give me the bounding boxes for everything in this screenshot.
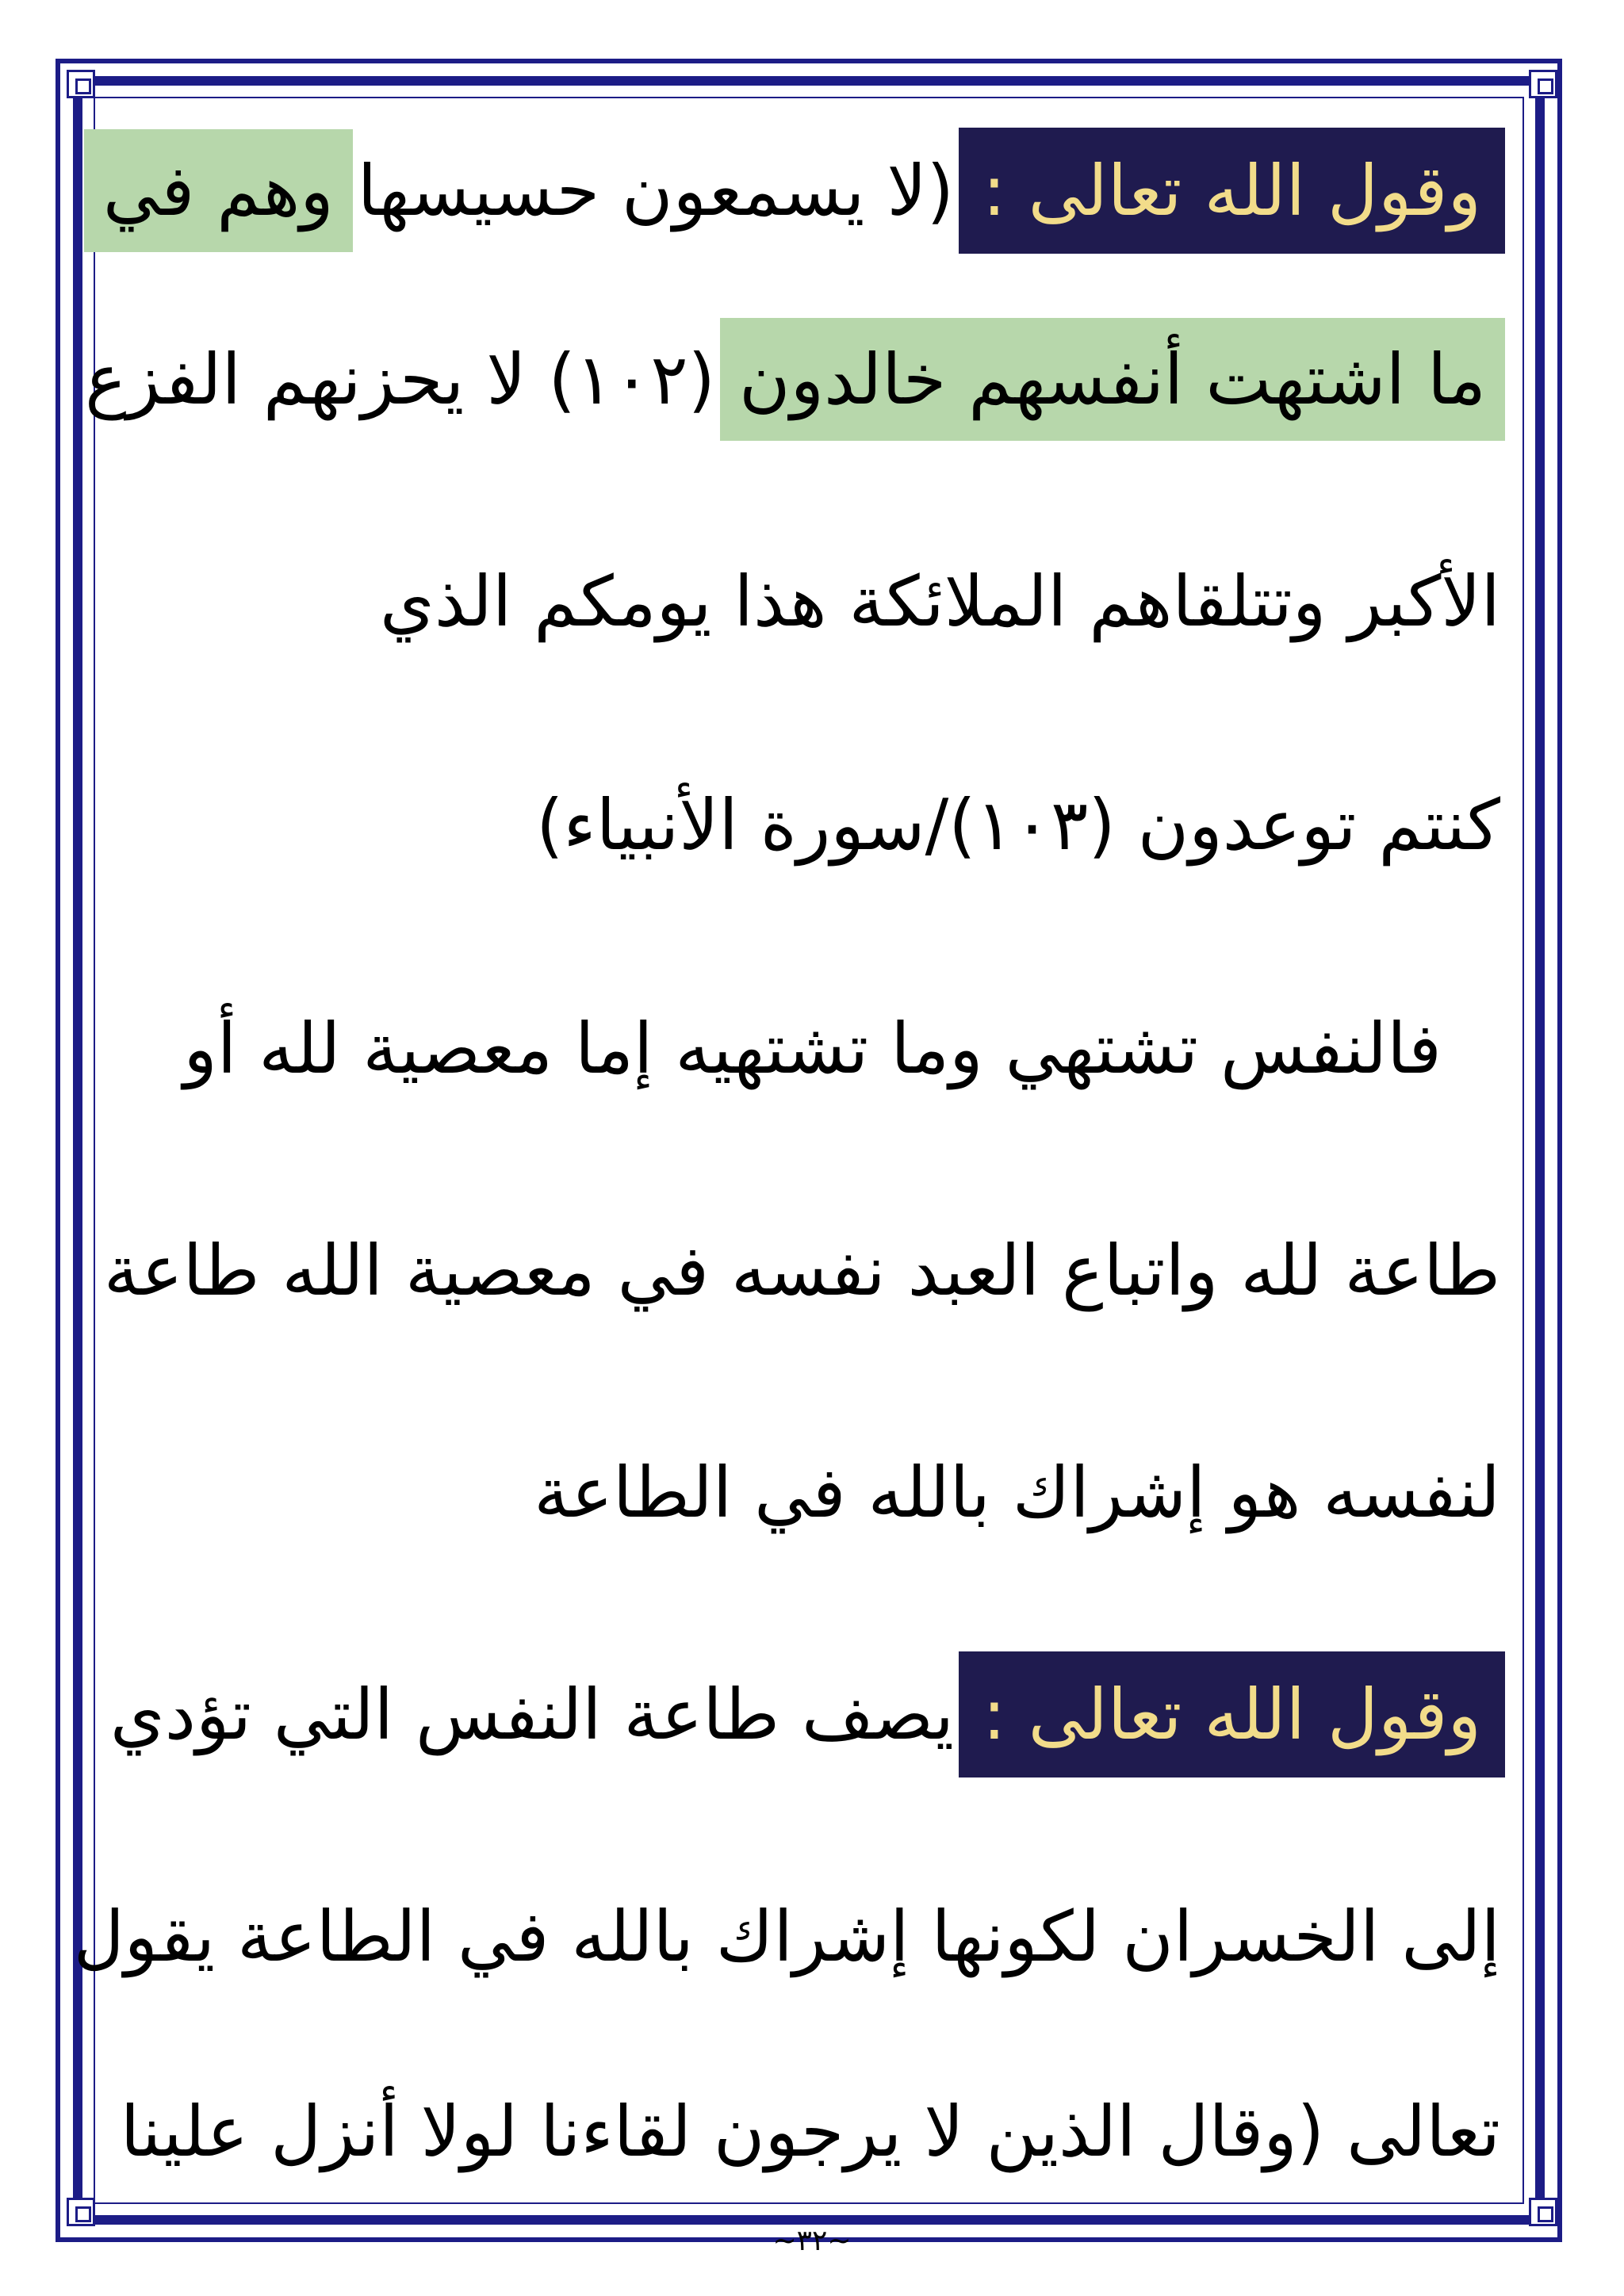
frame-corner-ornament — [67, 70, 95, 98]
text-line-6 — [103, 1191, 1505, 1349]
text-line-1 — [102, 111, 1505, 270]
text-line-4 — [119, 745, 1505, 904]
text-line-8 — [109, 1635, 1505, 1793]
frame-corner-ornament — [1529, 2198, 1557, 2226]
text-line-7 — [119, 1413, 1505, 1571]
highlighted-phrase: ما اشتهت أنفسهم خالدون — [720, 318, 1505, 441]
verse-text: كنتم توعدون (١٠٣)/سورة الأنبياء) — [536, 783, 1500, 866]
paragraph-text: طاعة لله واتباع العبد نفسه في معصية الله طاعة — [103, 1229, 1500, 1311]
paragraph-text: يصف طاعة النفس التي تؤدي — [109, 1673, 954, 1755]
page-number: ~٣٢~ — [772, 2225, 852, 2257]
paragraph-text: إلى الخسران لكونها إشراك بالله في الطاعة يقول — [73, 1895, 1500, 1977]
text-line-10 — [119, 2052, 1505, 2210]
paragraph-text: فالنفس تشتهي وما تشتهيه إما معصية لله أو — [183, 1007, 1442, 1089]
verse-text: (لا يسمعون حسيسها — [357, 149, 954, 232]
highlighted-heading: وقول الله تعالى : — [959, 128, 1505, 254]
text-line-5 — [119, 969, 1505, 1127]
highlighted-phrase: وهم في — [84, 129, 353, 252]
text-line-2 — [85, 300, 1505, 458]
paragraph-text: لنفسه هو إشراك بالله في الطاعة — [534, 1451, 1500, 1533]
page-content — [73, 111, 1505, 2257]
text-line-9 — [73, 1857, 1505, 2015]
highlighted-heading: وقول الله تعالى : — [959, 1651, 1505, 1777]
verse-text: الأكبر وتتلقاهم الملائكة هذا يومكم الذي — [379, 560, 1500, 642]
verse-text: (١٠٢) لا يحزنهم الفزع — [85, 338, 715, 420]
frame-corner-ornament — [67, 2198, 95, 2226]
paragraph-text: تعالى (وقال الذين لا يرجون لقاءنا لولا أنزل علينا — [120, 2090, 1500, 2172]
text-line-3 — [119, 522, 1505, 680]
frame-corner-ornament — [1529, 70, 1557, 98]
